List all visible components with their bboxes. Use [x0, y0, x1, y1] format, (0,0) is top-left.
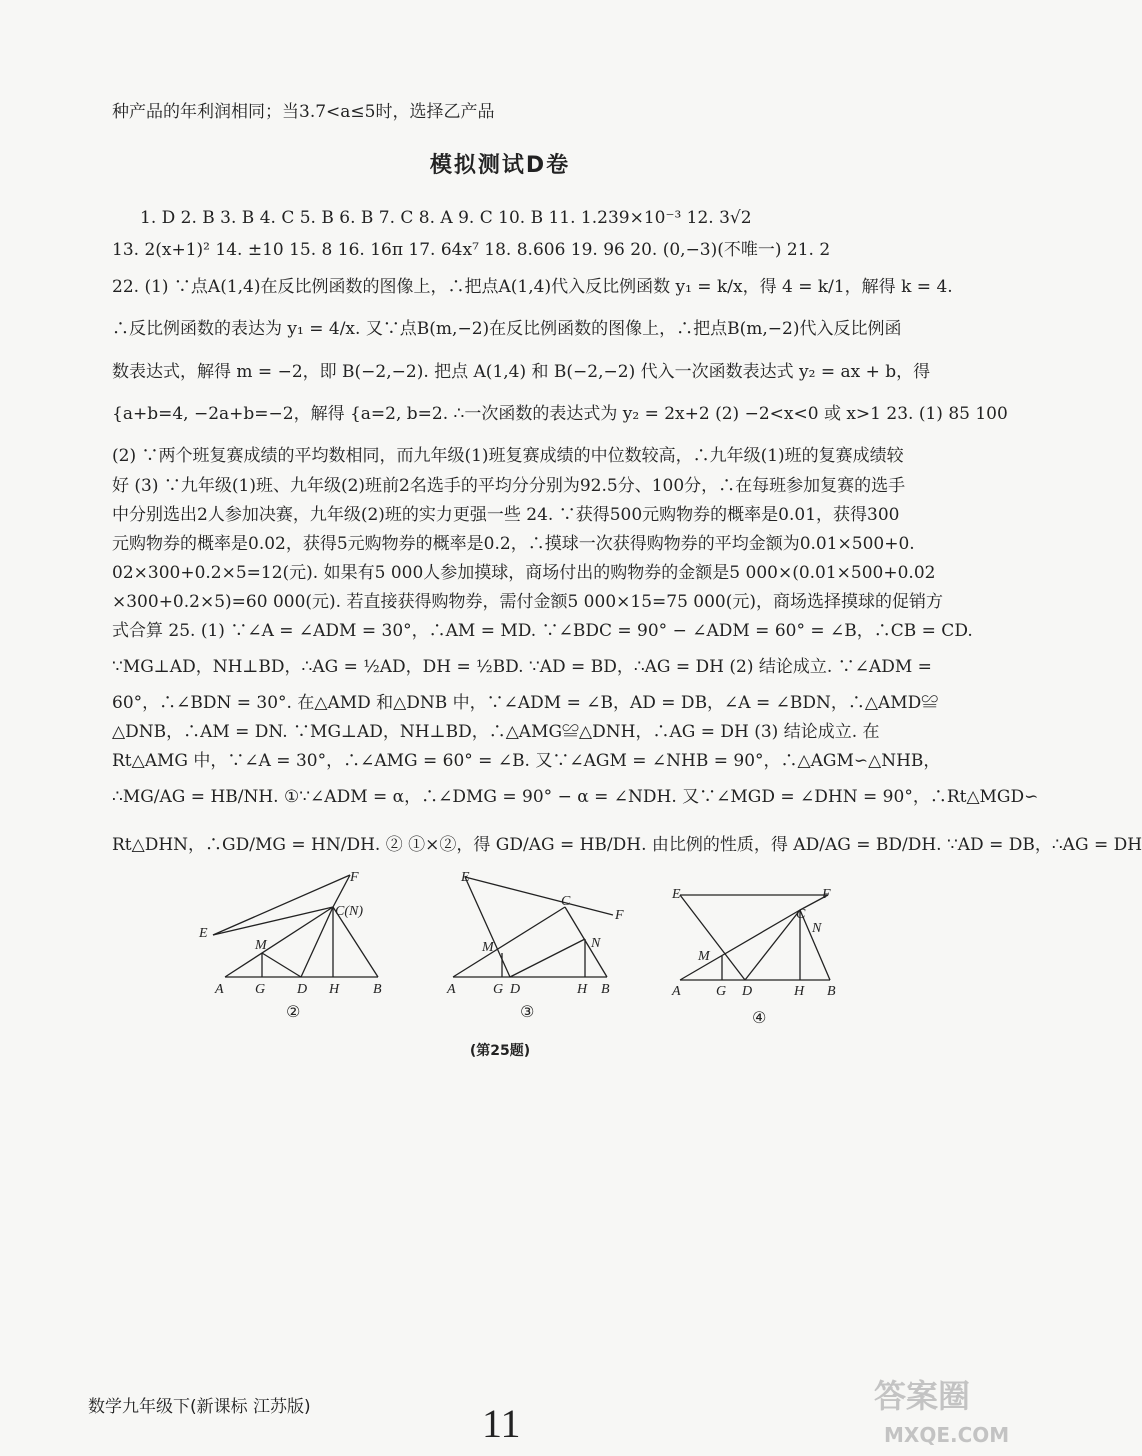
watermark-url: MXQE.COM — [884, 1423, 1010, 1447]
answer-line: ∴反比例函数的表达为 y₁ = 4/x. 又∵点B(m,−2)在反比例函数的图像上，∴把点B(m,−2)代入反比例函 — [112, 319, 902, 339]
watermark-logo — [866, 1352, 1010, 1452]
label-m: M — [255, 938, 267, 953]
top-line: 种产品的年利润相同；当3.7<a≤5时，选择乙产品 — [112, 102, 495, 122]
label-c: C — [796, 907, 806, 922]
answer-line: 数表达式，解得 m = −2，即 B(−2,−2). 把点 A(1,4) 和 B(−2,−2) 代入一次函数表达式 y₂ = ax + b，得 — [112, 362, 931, 382]
answer-line: 60°，∴∠BDN = 30°. 在△AMD 和△DNB 中，∵∠ADM = ∠B，AD = DB，∠A = ∠BDN，∴△AMD≌ — [112, 693, 939, 713]
figure-number: ④ — [752, 1008, 767, 1027]
label-e: E — [461, 870, 470, 885]
label-a: A — [672, 984, 681, 999]
figure-number: ② — [286, 1002, 301, 1021]
page-title: 模拟测试D卷 — [429, 153, 571, 178]
answer-line: 好 (3) ∵九年级(1)班、九年级(2)班前2名选手的平均分分别为92.5分、100分，∴在每班参加复赛的选手 — [112, 476, 906, 496]
label-b: B — [827, 984, 836, 999]
label-g: G — [493, 982, 504, 997]
answer-line: Rt△DHN，∴GD/MG = HN/DH. ② ①×②，得 GD/AG = HB/DH. 由比例的性质，得 AD/AG = BD/DH. ∵AD = DB，∴AG = DH — [112, 835, 1142, 855]
label-c: C(N) — [335, 904, 363, 919]
label-b: B — [601, 982, 610, 997]
geometry-figure-3 — [445, 865, 630, 1000]
answer-line: △DNB，∴AM = DN. ∵MG⊥AD，NH⊥BD，∴△AMG≌△DNH，∴AG = DH (3) 结论成立. 在 — [112, 722, 880, 742]
label-n: N — [591, 936, 601, 951]
label-a: A — [215, 982, 224, 997]
label-h: H — [329, 982, 340, 997]
label-f: F — [822, 887, 831, 902]
answer-line: 22. (1) ∵点A(1,4)在反比例函数的图像上，∴把点A(1,4)代入反比例函数 y₁ = k/x，得 4 = k/1，解得 k = 4. — [112, 277, 953, 297]
label-h: H — [794, 984, 805, 999]
answer-line: 元购物券的概率是0.02，获得5元购物券的概率是0.2，∴摸球一次获得购物券的平均金额为0.01×500+0. — [112, 534, 915, 554]
answer-line: (2) ∵两个班复赛成绩的平均数相同，而九年级(1)班复赛成绩的中位数较高，∴九年级(1)班的复赛成绩较 — [112, 446, 904, 466]
answer-line: 13. 2(x+1)² 14. ±10 15. 8 16. 16π 17. 64x⁷ 18. 8.606 19. 96 20. (0,−3)(不唯一) 21. 2 — [112, 240, 831, 260]
label-f: F — [615, 908, 624, 923]
label-d: D — [742, 984, 753, 999]
label-n: N — [812, 921, 822, 936]
answer-line: 1. D 2. B 3. B 4. C 5. B 6. B 7. C 8. A 9. C 10. B 11. 1.239×10⁻³ 12. 3√2 — [140, 208, 752, 228]
label-a: A — [447, 982, 456, 997]
figure-number: ③ — [520, 1002, 535, 1021]
answer-line: ∴MG/AG = HB/NH. ①∵∠ADM = α，∴∠DMG = 90° − α = ∠NDH. 又∵∠MGD = ∠DHN = 90°，∴Rt△MGD∽ — [112, 787, 1039, 807]
label-g: G — [255, 982, 266, 997]
label-e: E — [672, 887, 681, 902]
label-b: B — [373, 982, 382, 997]
answer-line: 中分别选出2人参加决赛，九年级(2)班的实力更强一些 24. ∵获得500元购物券的概率是0.01，获得300 — [112, 505, 900, 525]
label-m: M — [482, 940, 494, 955]
label-c: C — [561, 894, 571, 909]
label-e: E — [199, 926, 208, 941]
figure-caption: (第25题) — [469, 1043, 531, 1059]
label-h: H — [577, 982, 588, 997]
label-d: D — [510, 982, 521, 997]
answer-line: Rt△AMG 中，∵∠A = 30°，∴∠AMG = 60° = ∠B. 又∵∠AGM = ∠NHB = 90°，∴△AGM∽△NHB， — [112, 751, 941, 771]
answer-line: 式合算 25. (1) ∵∠A = ∠ADM = 30°，∴AM = MD. ∵∠BDC = 90° − ∠ADM = 60° = ∠B，∴CB = CD. — [112, 621, 973, 641]
geometry-figure-2 — [195, 865, 395, 1000]
label-d: D — [297, 982, 308, 997]
geometry-figure-4 — [670, 880, 845, 1000]
book-footer: 数学九年级下(新课标 江苏版) — [88, 1397, 311, 1417]
answer-line: {a+b=4, −2a+b=−2，解得 {a=2, b=2. ∴一次函数的表达式为 y₂ = 2x+2 (2) −2<x<0 或 x>1 23. (1) 85 100 — [112, 404, 1008, 424]
watermark-brand: 答案圈 — [874, 1377, 971, 1415]
page-number: 11 — [482, 1401, 521, 1446]
label-g: G — [716, 984, 727, 999]
label-f: F — [350, 870, 359, 885]
answer-line: ×300+0.2×5)=60 000(元). 若直接获得购物券，需付金额5 000×15=75 000(元)，商场选择摸球的促销方 — [112, 592, 943, 612]
label-m: M — [698, 949, 710, 964]
answer-line: ∵MG⊥AD，NH⊥BD，∴AG = ½AD，DH = ½BD. ∵AD = BD，∴AG = DH (2) 结论成立. ∵∠ADM = — [112, 657, 932, 677]
answer-line: 02×300+0.2×5=12(元). 如果有5 000人参加摸球，商场付出的购物券的金额是5 000×(0.01×500+0.02 — [112, 563, 936, 583]
